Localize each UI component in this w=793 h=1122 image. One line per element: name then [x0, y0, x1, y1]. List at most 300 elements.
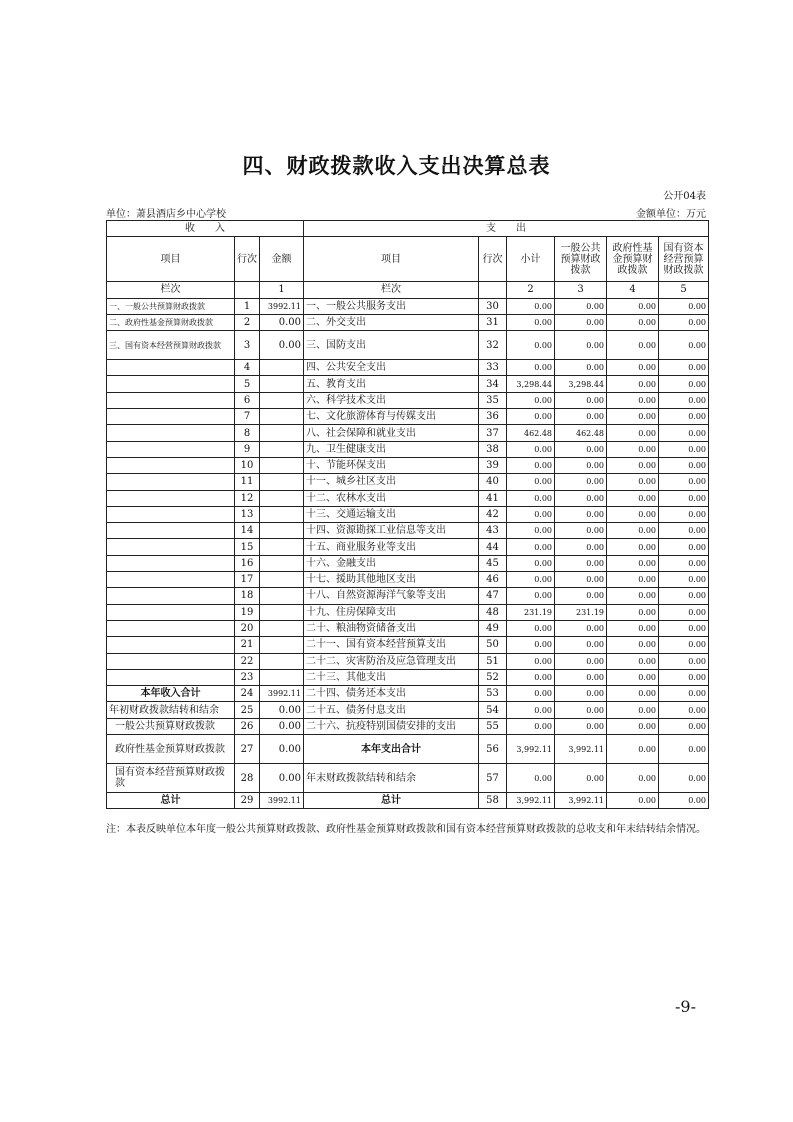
subtotal-cell: 0.00 [507, 331, 555, 360]
state-capital-cell: 0.00 [659, 457, 709, 473]
gov-fund-cell: 0.00 [607, 735, 659, 764]
expense-item-cell: 十八、自然资源海洋气象等支出 [304, 588, 479, 604]
expense-item-cell: 十三、交通运输支出 [304, 506, 479, 522]
state-capital-cell: 0.00 [659, 793, 709, 809]
income-line-no-cell: 25 [235, 702, 260, 718]
table-row [107, 702, 709, 718]
expense-line-no-cell: 33 [479, 360, 507, 376]
income-item-cell: 总计 [107, 793, 235, 809]
gov-fund-cell: 0.00 [607, 764, 659, 793]
general-budget-cell: 3,992.11 [555, 793, 607, 809]
income-line-no-cell: 1 [235, 298, 260, 314]
table-row [107, 718, 709, 734]
subtotal-cell: 0.00 [507, 702, 555, 718]
income-item-cell [107, 376, 235, 392]
expense-line-no-cell: 45 [479, 555, 507, 571]
gov-fund-cell: 0.00 [607, 702, 659, 718]
general-budget-cell: 0.00 [555, 523, 607, 539]
gov-fund-cell: 0.00 [607, 620, 659, 636]
income-item-cell [107, 572, 235, 588]
income-amount-cell: 3992.11 [260, 298, 304, 314]
state-capital-cell: 0.00 [659, 735, 709, 764]
expense-line-no-cell: 57 [479, 764, 507, 793]
income-line-no-cell: 7 [235, 409, 260, 425]
income-item-cell [107, 604, 235, 620]
subtotal-cell: 462.48 [507, 425, 555, 441]
general-budget-cell: 3,992.11 [555, 735, 607, 764]
expense-line-no-cell: 47 [479, 588, 507, 604]
table-row [107, 555, 709, 571]
expense-item-cell: 二十六、抗疫特别国债安排的支出 [304, 718, 479, 734]
expense-line-no-cell: 55 [479, 718, 507, 734]
income-amount-cell [260, 376, 304, 392]
state-capital-cell: 0.00 [659, 718, 709, 734]
subtotal-cell: 0.00 [507, 572, 555, 588]
income-amount-cell [260, 604, 304, 620]
income-item-cell [107, 441, 235, 457]
income-item-cell [107, 523, 235, 539]
table-row [107, 637, 709, 653]
expense-line-no-cell: 50 [479, 637, 507, 653]
income-amount-cell [260, 457, 304, 473]
subtotal-cell: 0.00 [507, 506, 555, 522]
income-line-no-cell: 24 [235, 686, 260, 702]
income-line-no-cell: 10 [235, 457, 260, 473]
income-col-label: 栏次 [107, 282, 235, 298]
col-index-2: 2 [507, 282, 555, 298]
income-item-cell [107, 555, 235, 571]
expense-line-no-cell: 31 [479, 314, 507, 330]
income-line-no-cell: 28 [235, 764, 260, 793]
expense-item-cell: 十二、农林水支出 [304, 490, 479, 506]
subtotal-cell: 3,992.11 [507, 793, 555, 809]
gov-fund-cell: 0.00 [607, 506, 659, 522]
col-index-5: 5 [659, 282, 709, 298]
expense-line-no-cell: 30 [479, 298, 507, 314]
income-line-no-cell: 11 [235, 474, 260, 490]
state-capital-cell: 0.00 [659, 425, 709, 441]
income-line-no-cell: 12 [235, 490, 260, 506]
expense-item-cell: 十五、商业服务业等支出 [304, 539, 479, 555]
subtotal-cell: 0.00 [507, 620, 555, 636]
subtotal-cell: 3,992.11 [507, 735, 555, 764]
state-capital-cell: 0.00 [659, 474, 709, 490]
expense-line-no-cell: 41 [479, 490, 507, 506]
income-amount-cell [260, 572, 304, 588]
income-item-cell [107, 653, 235, 669]
income-item-cell: 政府性基金预算财政拨款 [107, 735, 235, 764]
subtotal-cell: 0.00 [507, 637, 555, 653]
general-budget-cell: 0.00 [555, 441, 607, 457]
subtotal-header: 小计 [507, 237, 555, 282]
income-line-no-cell: 27 [235, 735, 260, 764]
gov-fund-cell: 0.00 [607, 457, 659, 473]
expense-line-no-cell: 54 [479, 702, 507, 718]
state-capital-cell: 0.00 [659, 523, 709, 539]
general-budget-cell: 0.00 [555, 506, 607, 522]
income-line-no-cell: 4 [235, 360, 260, 376]
income-line-no-cell: 23 [235, 669, 260, 685]
income-amount-cell [260, 588, 304, 604]
table-row [107, 793, 709, 809]
table-row [107, 620, 709, 636]
amount-unit: 金额单位：万元 [636, 209, 706, 220]
income-line-no-cell: 22 [235, 653, 260, 669]
income-section-header: 收 入 [107, 221, 304, 237]
income-item-cell: 一、一般公共预算财政拨款 [107, 298, 235, 314]
general-budget-cell: 0.00 [555, 572, 607, 588]
income-amount-header: 金额 [260, 237, 304, 282]
income-line-no-header: 行次 [235, 237, 260, 282]
income-amount-cell: 0.00 [260, 702, 304, 718]
income-line-no-cell: 9 [235, 441, 260, 457]
table-row [107, 298, 709, 314]
income-line-no-cell: 29 [235, 793, 260, 809]
state-capital-cell: 0.00 [659, 686, 709, 702]
gov-fund-cell: 0.00 [607, 425, 659, 441]
income-amount-cell [260, 637, 304, 653]
expense-line-no-cell: 44 [479, 539, 507, 555]
state-capital-cell: 0.00 [659, 392, 709, 408]
state-capital-cell: 0.00 [659, 298, 709, 314]
general-budget-cell: 3,298.44 [555, 376, 607, 392]
expense-item-cell: 四、公共安全支出 [304, 360, 479, 376]
expense-item-cell: 二十一、国有资本经营预算支出 [304, 637, 479, 653]
income-amount-cell [260, 490, 304, 506]
table-row [107, 604, 709, 620]
subtotal-cell: 0.00 [507, 539, 555, 555]
gov-fund-cell: 0.00 [607, 360, 659, 376]
blank-cell [235, 282, 260, 298]
gov-fund-cell: 0.00 [607, 669, 659, 685]
state-capital-cell: 0.00 [659, 669, 709, 685]
income-line-no-cell: 15 [235, 539, 260, 555]
income-amount-cell [260, 441, 304, 457]
subtotal-cell: 0.00 [507, 653, 555, 669]
table-row [107, 669, 709, 685]
table-row [107, 490, 709, 506]
income-line-no-cell: 3 [235, 331, 260, 360]
subtotal-cell: 0.00 [507, 490, 555, 506]
income-item-header: 项目 [107, 237, 235, 282]
state-capital-cell: 0.00 [659, 506, 709, 522]
expense-item-header: 项目 [304, 237, 479, 282]
general-budget-cell: 0.00 [555, 314, 607, 330]
gov-fund-cell: 0.00 [607, 474, 659, 490]
income-line-no-cell: 26 [235, 718, 260, 734]
subtotal-cell: 3,298.44 [507, 376, 555, 392]
income-item-cell [107, 620, 235, 636]
income-amount-cell [260, 620, 304, 636]
expense-item-cell: 二十四、债务还本支出 [304, 686, 479, 702]
income-item-cell: 三、国有资本经营预算财政拨款 [107, 331, 235, 360]
gov-fund-cell: 0.00 [607, 392, 659, 408]
general-budget-cell: 231.19 [555, 604, 607, 620]
state-capital-cell: 0.00 [659, 653, 709, 669]
subtotal-cell: 0.00 [507, 764, 555, 793]
expense-line-no-cell: 40 [479, 474, 507, 490]
subtotal-cell: 0.00 [507, 392, 555, 408]
table-row [107, 425, 709, 441]
general-budget-cell: 0.00 [555, 539, 607, 555]
expense-line-no-cell: 51 [479, 653, 507, 669]
table-row [107, 331, 709, 360]
subtotal-cell: 0.00 [507, 588, 555, 604]
expense-item-cell: 十一、城乡社区支出 [304, 474, 479, 490]
blank-cell [479, 282, 507, 298]
income-item-cell [107, 588, 235, 604]
table-row [107, 314, 709, 330]
expense-line-no-cell: 42 [479, 506, 507, 522]
income-item-cell: 国有资本经营预算财政拨款 [107, 764, 235, 793]
expense-line-no-cell: 34 [479, 376, 507, 392]
income-line-no-cell: 16 [235, 555, 260, 571]
state-capital-cell: 0.00 [659, 376, 709, 392]
general-budget-cell: 0.00 [555, 298, 607, 314]
expense-line-no-cell: 32 [479, 331, 507, 360]
general-budget-cell: 0.00 [555, 360, 607, 376]
col-index-4: 4 [607, 282, 659, 298]
income-item-cell [107, 457, 235, 473]
income-line-no-cell: 8 [235, 425, 260, 441]
state-capital-cell: 0.00 [659, 604, 709, 620]
expense-item-cell: 十、节能环保支出 [304, 457, 479, 473]
subtotal-cell: 231.19 [507, 604, 555, 620]
expense-item-cell: 五、教育支出 [304, 376, 479, 392]
income-line-no-cell: 19 [235, 604, 260, 620]
income-item-cell [107, 425, 235, 441]
page-number: -9- [675, 997, 696, 1016]
income-amount-cell [260, 539, 304, 555]
expense-item-cell: 本年支出合计 [304, 735, 479, 764]
income-amount-cell: 0.00 [260, 764, 304, 793]
subtotal-cell: 0.00 [507, 669, 555, 685]
table-row [107, 474, 709, 490]
subtotal-cell: 0.00 [507, 555, 555, 571]
income-item-cell [107, 360, 235, 376]
state-capital-cell: 0.00 [659, 620, 709, 636]
general-budget-cell: 0.00 [555, 620, 607, 636]
expense-item-cell: 八、社会保障和就业支出 [304, 425, 479, 441]
state-capital-cell: 0.00 [659, 314, 709, 330]
gov-fund-cell: 0.00 [607, 637, 659, 653]
expense-line-no-cell: 43 [479, 523, 507, 539]
general-budget-cell: 0.00 [555, 637, 607, 653]
income-line-no-cell: 5 [235, 376, 260, 392]
expense-item-cell: 九、卫生健康支出 [304, 441, 479, 457]
income-amount-cell: 0.00 [260, 735, 304, 764]
subtotal-cell: 0.00 [507, 686, 555, 702]
income-item-cell [107, 506, 235, 522]
subtotal-cell: 0.00 [507, 523, 555, 539]
subtotal-cell: 0.00 [507, 474, 555, 490]
table-row [107, 360, 709, 376]
subtotal-cell: 0.00 [507, 718, 555, 734]
expense-line-no-cell: 46 [479, 572, 507, 588]
table-row [107, 409, 709, 425]
income-item-cell [107, 409, 235, 425]
expense-item-cell: 七、文化旅游体育与传媒支出 [304, 409, 479, 425]
state-capital-cell: 0.00 [659, 555, 709, 571]
general-budget-cell: 0.00 [555, 555, 607, 571]
expense-item-cell: 年末财政拨款结转和结余 [304, 764, 479, 793]
general-budget-cell: 0.00 [555, 686, 607, 702]
expense-line-no-cell: 36 [479, 409, 507, 425]
table-row [107, 764, 709, 793]
col-index-1: 1 [260, 282, 304, 298]
subtotal-cell: 0.00 [507, 298, 555, 314]
expense-line-no-cell: 53 [479, 686, 507, 702]
state-capital-cell: 0.00 [659, 441, 709, 457]
expense-section-header: 支 出 [304, 221, 709, 237]
general-budget-cell: 0.00 [555, 474, 607, 490]
income-item-cell: 一般公共预算财政拨款 [107, 718, 235, 734]
gov-fund-cell: 0.00 [607, 653, 659, 669]
table-row [107, 572, 709, 588]
state-capital-cell: 0.00 [659, 637, 709, 653]
table-row [107, 735, 709, 764]
expense-item-cell: 十四、资源勘探工业信息等支出 [304, 523, 479, 539]
expense-item-cell: 二、外交支出 [304, 314, 479, 330]
state-capital-cell: 0.00 [659, 360, 709, 376]
gov-fund-cell: 0.00 [607, 376, 659, 392]
col-index-3: 3 [555, 282, 607, 298]
table-row [107, 376, 709, 392]
table-row [107, 506, 709, 522]
state-capital-cell: 0.00 [659, 588, 709, 604]
income-line-no-cell: 20 [235, 620, 260, 636]
subtotal-cell: 0.00 [507, 457, 555, 473]
expense-item-cell: 十九、住房保障支出 [304, 604, 479, 620]
income-line-no-cell: 17 [235, 572, 260, 588]
expense-item-cell: 十七、援助其他地区支出 [304, 572, 479, 588]
income-line-no-cell: 14 [235, 523, 260, 539]
expense-line-no-cell: 48 [479, 604, 507, 620]
general-budget-cell: 0.00 [555, 653, 607, 669]
expense-line-no-cell: 38 [479, 441, 507, 457]
gov-fund-header: 政府性基金预算财政拨款 [607, 237, 659, 282]
income-amount-cell [260, 409, 304, 425]
general-budget-cell: 0.00 [555, 490, 607, 506]
state-capital-cell: 0.00 [659, 490, 709, 506]
table-note: 注：本表反映单位本年度一般公共预算财政拨款、政府性基金预算财政拨款和国有资本经营预算财政拨款的总收支和年末结转结余情况。 [106, 824, 706, 835]
gov-fund-cell: 0.00 [607, 298, 659, 314]
gov-fund-cell: 0.00 [607, 588, 659, 604]
general-budget-cell: 0.00 [555, 409, 607, 425]
income-amount-cell: 3992.11 [260, 793, 304, 809]
table-row [107, 539, 709, 555]
gov-fund-cell: 0.00 [607, 604, 659, 620]
income-line-no-cell: 21 [235, 637, 260, 653]
income-amount-cell: 0.00 [260, 331, 304, 360]
expense-col-label: 栏次 [304, 282, 479, 298]
income-line-no-cell: 18 [235, 588, 260, 604]
state-capital-header: 国有资本经营预算财政拨款 [659, 237, 709, 282]
income-amount-cell [260, 555, 304, 571]
general-budget-cell: 0.00 [555, 669, 607, 685]
expense-item-cell: 总计 [304, 793, 479, 809]
gov-fund-cell: 0.00 [607, 409, 659, 425]
income-amount-cell: 0.00 [260, 314, 304, 330]
income-item-cell [107, 490, 235, 506]
gov-fund-cell: 0.00 [607, 523, 659, 539]
table-row [107, 686, 709, 702]
subtotal-cell: 0.00 [507, 314, 555, 330]
income-item-cell: 年初财政拨款结转和结余 [107, 702, 235, 718]
gov-fund-cell: 0.00 [607, 490, 659, 506]
gov-fund-cell: 0.00 [607, 331, 659, 360]
gov-fund-cell: 0.00 [607, 793, 659, 809]
general-budget-cell: 0.00 [555, 331, 607, 360]
state-capital-cell: 0.00 [659, 409, 709, 425]
general-budget-cell: 462.48 [555, 425, 607, 441]
gov-fund-cell: 0.00 [607, 572, 659, 588]
state-capital-cell: 0.00 [659, 702, 709, 718]
expense-line-no-cell: 49 [479, 620, 507, 636]
income-amount-cell [260, 360, 304, 376]
expense-line-no-header: 行次 [479, 237, 507, 282]
income-amount-cell [260, 653, 304, 669]
income-line-no-cell: 13 [235, 506, 260, 522]
table-row [107, 392, 709, 408]
form-number: 公开04表 [663, 191, 706, 202]
general-budget-cell: 0.00 [555, 702, 607, 718]
table-row [107, 588, 709, 604]
general-budget-cell: 0.00 [555, 457, 607, 473]
general-budget-cell: 0.00 [555, 764, 607, 793]
expense-item-cell: 二十三、其他支出 [304, 669, 479, 685]
column-header-row [107, 237, 709, 282]
expense-item-cell: 二十、粮油物资储备支出 [304, 620, 479, 636]
income-item-cell [107, 637, 235, 653]
gov-fund-cell: 0.00 [607, 314, 659, 330]
general-budget-cell: 0.00 [555, 718, 607, 734]
gov-fund-cell: 0.00 [607, 441, 659, 457]
income-amount-cell [260, 474, 304, 490]
expense-line-no-cell: 56 [479, 735, 507, 764]
expense-item-cell: 一、一般公共服务支出 [304, 298, 479, 314]
general-budget-cell: 0.00 [555, 588, 607, 604]
column-index-row [107, 282, 709, 298]
income-item-cell: 本年收入合计 [107, 686, 235, 702]
income-line-no-cell: 6 [235, 392, 260, 408]
state-capital-cell: 0.00 [659, 572, 709, 588]
income-item-cell: 二、政府性基金预算财政拨款 [107, 314, 235, 330]
state-capital-cell: 0.00 [659, 539, 709, 555]
expense-line-no-cell: 35 [479, 392, 507, 408]
table-row [107, 653, 709, 669]
general-budget-cell: 0.00 [555, 392, 607, 408]
table-row [107, 441, 709, 457]
income-amount-cell [260, 392, 304, 408]
income-line-no-cell: 2 [235, 314, 260, 330]
expense-item-cell: 三、国防支出 [304, 331, 479, 360]
section-header-row [107, 221, 709, 237]
expense-item-cell: 二十五、债务付息支出 [304, 702, 479, 718]
income-item-cell [107, 474, 235, 490]
subtotal-cell: 0.00 [507, 441, 555, 457]
expense-item-cell: 二十二、灾害防治及应急管理支出 [304, 653, 479, 669]
income-amount-cell [260, 425, 304, 441]
state-capital-cell: 0.00 [659, 331, 709, 360]
gov-fund-cell: 0.00 [607, 555, 659, 571]
state-capital-cell: 0.00 [659, 764, 709, 793]
gov-fund-cell: 0.00 [607, 686, 659, 702]
reporting-unit: 单位：萧县酒店乡中心学校 [106, 209, 226, 220]
gov-fund-cell: 0.00 [607, 539, 659, 555]
income-amount-cell [260, 669, 304, 685]
expense-item-cell: 六、科学技术支出 [304, 392, 479, 408]
